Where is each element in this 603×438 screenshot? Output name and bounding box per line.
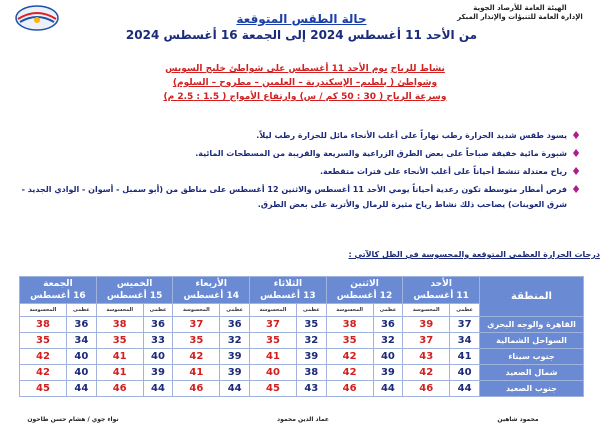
max-temp-cell: 36 — [220, 317, 250, 333]
max-temp-cell: 36 — [66, 317, 96, 333]
table-row — [20, 349, 584, 365]
forecast-period: من الأحد 11 أغسطس 2024 إلى الجمعة 16 أغسطس 2024 — [125, 28, 478, 42]
feels-temp-cell: 38 — [96, 317, 143, 333]
day-date: 16 أغسطس — [30, 291, 86, 301]
bullet-item — [11, 146, 581, 161]
signature-2: عماد الدين محمود — [277, 416, 329, 423]
wind-notice-line-3: وسرعة الرياح ( 30 : 50 كم / س) وارتفاع الأمواج ( 1.5 : 2.5 م) — [163, 92, 447, 102]
day-header — [250, 277, 327, 304]
feels-temp-cell: 45 — [250, 381, 297, 397]
feels-temp-cell: 45 — [20, 381, 67, 397]
wind-notice-lead: نشاط للرياح — [390, 64, 445, 74]
feels-temp-cell: 46 — [96, 381, 143, 397]
region-cell: جنوب سيناء — [480, 349, 584, 365]
max-temp-cell: 40 — [143, 349, 173, 365]
day-name: الأربعاء — [195, 279, 227, 289]
feels-label: المحسوسة — [403, 304, 450, 317]
max-label: عظمى — [373, 304, 403, 317]
max-temp-cell: 40 — [66, 349, 96, 365]
day-header — [326, 277, 403, 304]
feels-temp-cell: 41 — [96, 349, 143, 365]
feels-temp-cell: 35 — [20, 333, 67, 349]
agency-line-1: الهيئة العامة للأرصاد الجوية — [473, 4, 567, 12]
max-temp-cell: 44 — [143, 381, 173, 397]
max-temp-cell: 36 — [143, 317, 173, 333]
feels-temp-cell: 42 — [173, 349, 220, 365]
max-temp-cell: 38 — [296, 365, 326, 381]
day-name: الجمعة — [43, 279, 73, 289]
feels-temp-cell: 42 — [20, 365, 67, 381]
day-date: 11 أغسطس — [413, 291, 469, 301]
max-temp-cell: 33 — [143, 333, 173, 349]
feels-temp-cell: 35 — [96, 333, 143, 349]
feels-temp-cell: 39 — [403, 317, 450, 333]
max-label: عظمى — [450, 304, 480, 317]
max-temp-cell: 32 — [296, 333, 326, 349]
temperature-table — [19, 276, 584, 397]
feels-temp-cell: 41 — [250, 349, 297, 365]
table-title: درجات الحرارة العظمى المتوقعة والمحسوسة في الظل كالآتي : — [348, 250, 600, 259]
max-temp-cell: 39 — [220, 365, 250, 381]
day-date: 14 أغسطس — [183, 291, 240, 301]
max-temp-cell: 43 — [296, 381, 326, 397]
feels-temp-cell: 41 — [173, 365, 220, 381]
wind-notice-line-2: وشواطئ ( بلطيم– الإسكندرية – العلمين – مطروح – السلوم) — [172, 78, 438, 88]
max-temp-cell: 41 — [450, 349, 480, 365]
table-row — [20, 317, 584, 333]
region-cell: جنوب الصعيد — [480, 381, 584, 397]
feels-temp-cell: 38 — [326, 317, 373, 333]
feels-temp-cell: 42 — [326, 365, 373, 381]
feels-temp-cell: 41 — [96, 365, 143, 381]
max-temp-cell: 39 — [373, 365, 403, 381]
max-temp-cell: 37 — [450, 317, 480, 333]
max-label: عظمى — [143, 304, 173, 317]
feels-label: المحسوسة — [173, 304, 220, 317]
max-temp-cell: 40 — [450, 365, 480, 381]
feels-temp-cell: 35 — [326, 333, 373, 349]
feels-temp-cell: 40 — [250, 365, 297, 381]
wind-notice-rest: يوم الأحد 11 أغسطس على شواطئ خليج السويس — [165, 64, 388, 74]
day-name: الاثنين — [350, 279, 379, 289]
feels-temp-cell: 46 — [173, 381, 220, 397]
max-label: عظمى — [296, 304, 326, 317]
max-temp-cell: 36 — [373, 317, 403, 333]
max-temp-cell: 35 — [296, 317, 326, 333]
feels-temp-cell: 38 — [20, 317, 67, 333]
feels-temp-cell: 37 — [173, 317, 220, 333]
feels-temp-cell: 43 — [403, 349, 450, 365]
signature-3: نواء جوي / هشام حسن طاحون — [27, 416, 119, 423]
max-label: عظمى — [66, 304, 96, 317]
day-header — [20, 277, 97, 304]
feels-label: المحسوسة — [250, 304, 297, 317]
max-temp-cell: 44 — [450, 381, 480, 397]
wind-notice-line-1 — [90, 62, 520, 76]
wind-notice — [90, 62, 520, 104]
feels-temp-cell: 37 — [403, 333, 450, 349]
feels-label: المحسوسة — [96, 304, 143, 317]
bullet-text: فرص أمطار متوسطة تكون رعدية أحياناً يومي الأحد 11 أغسطس والاثنين 12 أغسطس على مناطق من (أبو سمبل - أسوان - الوادي الجديد - شرق العوينات) يصاحب ذلك نشاط رياح مثيرة للرمال والأتربة على بعض الطرق. — [21, 185, 567, 209]
bullet-text: يسود طقس شديد الحرارة رطب نهاراً على أغلب الأنحاء مائل للحرارة رطب ليلاً. — [256, 131, 567, 140]
page-title: حالة الطقس المتوقعة — [236, 12, 367, 26]
bullet-icon: ♦ — [571, 165, 581, 178]
table-row — [20, 333, 584, 349]
max-temp-cell: 34 — [450, 333, 480, 349]
feels-temp-cell: 46 — [403, 381, 450, 397]
signature-1: محمود شاهين — [497, 416, 539, 423]
feels-temp-cell: 35 — [173, 333, 220, 349]
day-name: الثلاثاء — [273, 279, 303, 289]
max-temp-cell: 39 — [220, 349, 250, 365]
max-temp-cell: 39 — [296, 349, 326, 365]
bullet-icon: ♦ — [571, 147, 581, 160]
max-temp-cell: 39 — [143, 365, 173, 381]
max-temp-cell: 44 — [373, 381, 403, 397]
feels-temp-cell: 42 — [326, 349, 373, 365]
max-temp-cell: 32 — [373, 333, 403, 349]
max-temp-cell: 32 — [220, 333, 250, 349]
bullet-text: شبورة مائية خفيفة صباحاً على بعض الطرق الزراعية والسريعة والقريبة من المسطحات المائية. — [195, 149, 567, 158]
day-header — [96, 277, 173, 304]
bullet-item — [11, 182, 581, 212]
bullet-item — [11, 164, 581, 179]
table-row — [20, 381, 584, 397]
max-label: عظمى — [220, 304, 250, 317]
day-header — [173, 277, 250, 304]
region-cell: شمال الصعيد — [480, 365, 584, 381]
agency-line-2: الإدارة العامة للتنبؤات والإنذار المبكر — [457, 13, 583, 21]
day-date: 15 أغسطس — [106, 291, 163, 301]
region-cell: السواحل الشمالية — [480, 333, 584, 349]
max-temp-cell: 40 — [373, 349, 403, 365]
max-temp-cell: 40 — [66, 365, 96, 381]
max-temp-cell: 34 — [66, 333, 96, 349]
feels-temp-cell: 42 — [20, 349, 67, 365]
bullet-item — [11, 128, 581, 143]
max-temp-cell: 44 — [66, 381, 96, 397]
forecast-bullets — [11, 128, 581, 215]
feels-temp-cell: 35 — [250, 333, 297, 349]
day-name: الأحد — [430, 279, 452, 289]
day-date: 12 أغسطس — [336, 291, 393, 301]
feels-label: المحسوسة — [326, 304, 373, 317]
feels-label: المحسوسة — [20, 304, 67, 317]
day-header — [403, 277, 480, 304]
day-date: 13 أغسطس — [260, 291, 316, 301]
feels-temp-cell: 42 — [403, 365, 450, 381]
bullet-icon: ♦ — [571, 129, 581, 142]
bullet-text: رياح معتدلة تنشط أحياناً على أغلب الأنحاء على فترات متقطعة. — [319, 167, 567, 176]
region-cell: القاهرة والوجه البحري — [480, 317, 584, 333]
max-temp-cell: 44 — [220, 381, 250, 397]
feels-temp-cell: 37 — [250, 317, 297, 333]
region-header: المنطقة — [480, 277, 584, 317]
day-name: الخميس — [116, 279, 153, 289]
table-row — [20, 365, 584, 381]
feels-temp-cell: 46 — [326, 381, 373, 397]
bullet-icon: ♦ — [571, 183, 581, 196]
